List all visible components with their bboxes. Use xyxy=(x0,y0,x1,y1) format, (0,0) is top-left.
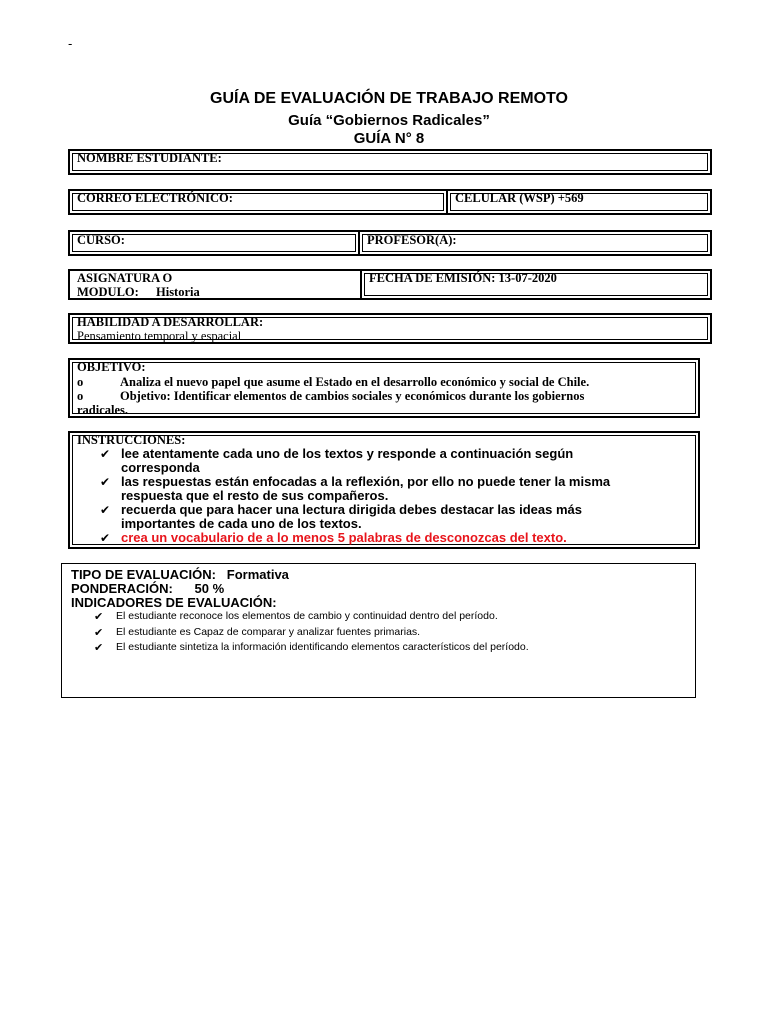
indicador-3: El estudiante sintetiza la información identificando elementos característicos del período. xyxy=(116,641,529,653)
objetivo-label: OBJETIVO: xyxy=(77,360,146,374)
indicadores-label: INDICADORES DE EVALUACIÓN: xyxy=(71,595,277,610)
page-title: GUÍA DE EVALUACIÓN DE TRABAJO REMOTO xyxy=(210,90,568,107)
curso-label: CURSO: xyxy=(77,233,125,247)
nombre-label: NOMBRE ESTUDIANTE: xyxy=(77,151,222,165)
objetivo-box xyxy=(68,358,700,418)
objetivo-bullet-2: o xyxy=(77,389,84,403)
page-dash: - xyxy=(68,36,73,51)
check-icon: ✔ xyxy=(94,626,104,639)
asignatura-label: ASIGNATURA O xyxy=(77,271,173,285)
habilidad-label: HABILIDAD A DESARROLLAR: xyxy=(77,315,264,329)
correo-field-box[interactable] xyxy=(68,189,448,215)
check-icon: ✔ xyxy=(94,641,104,654)
check-icon: ✔ xyxy=(100,531,111,545)
fecha-label: FECHA DE EMISIÓN: 13-07-2020 xyxy=(369,271,557,285)
check-icon: ✔ xyxy=(100,503,111,517)
check-icon: ✔ xyxy=(94,610,104,623)
objetivo-bullet-1: o xyxy=(77,375,84,389)
indicador-2: El estudiante es Capaz de comparar y analizar fuentes primarias. xyxy=(116,626,421,638)
fecha-box xyxy=(360,269,712,300)
celular-label: CELULAR (WSP) +569 xyxy=(455,191,584,205)
objetivo-item-1: Analiza el nuevo papel que asume el Estado en el desarrollo económico y social de Chile. xyxy=(120,375,590,389)
instruccion-3: recuerda que para hacer una lectura dirigida debes destacar las ideas más importantes de cada uno de los textos. xyxy=(121,502,582,531)
asignatura-box xyxy=(68,269,362,300)
celular-field-box[interactable] xyxy=(446,189,712,215)
objetivo-item-2-cont: radicales. xyxy=(77,403,129,417)
guide-number: GUÍA N° 8 xyxy=(353,130,425,147)
guide-subtitle: Guía “Gobiernos Radicales” xyxy=(288,112,490,129)
instruccion-2: las respuestas están enfocadas a la reflexión, por ello no puede tener la misma respuesta que el resto de sus compañeros. xyxy=(121,474,611,503)
instrucciones-box xyxy=(68,431,700,549)
evaluacion-box xyxy=(61,563,696,698)
tipo-evaluacion: TIPO DE EVALUACIÓN: Formativa xyxy=(71,567,289,582)
objetivo-item-2: Objetivo: Identificar elementos de cambios sociales y económicos durante los gobiernos xyxy=(120,389,585,403)
check-icon: ✔ xyxy=(100,475,111,489)
ponderacion: PONDERACIÓN: 50 % xyxy=(71,581,225,596)
correo-label: CORREO ELECTRÓNICO: xyxy=(77,191,233,205)
check-icon: ✔ xyxy=(100,447,111,461)
nombre-field-box[interactable] xyxy=(68,149,712,175)
instrucciones-label: INSTRUCCIONES: xyxy=(77,433,186,447)
modulo-value: Historia xyxy=(156,285,200,299)
profesor-field-box[interactable] xyxy=(358,230,712,256)
habilidad-value: Pensamiento temporal y espacial xyxy=(77,329,242,343)
indicador-1: El estudiante reconoce los elementos de cambio y continuidad dentro del período. xyxy=(116,610,498,622)
instruccion-1: lee atentamente cada uno de los textos y responde a continuación según corresponda xyxy=(121,446,574,475)
modulo-label: MODULO: xyxy=(77,285,139,299)
habilidad-box xyxy=(68,313,712,344)
instruccion-4: crea un vocabulario de a lo menos 5 palabras de desconozcas del texto. xyxy=(121,530,567,545)
profesor-label: PROFESOR(A): xyxy=(367,233,457,247)
curso-field-box[interactable] xyxy=(68,230,360,256)
